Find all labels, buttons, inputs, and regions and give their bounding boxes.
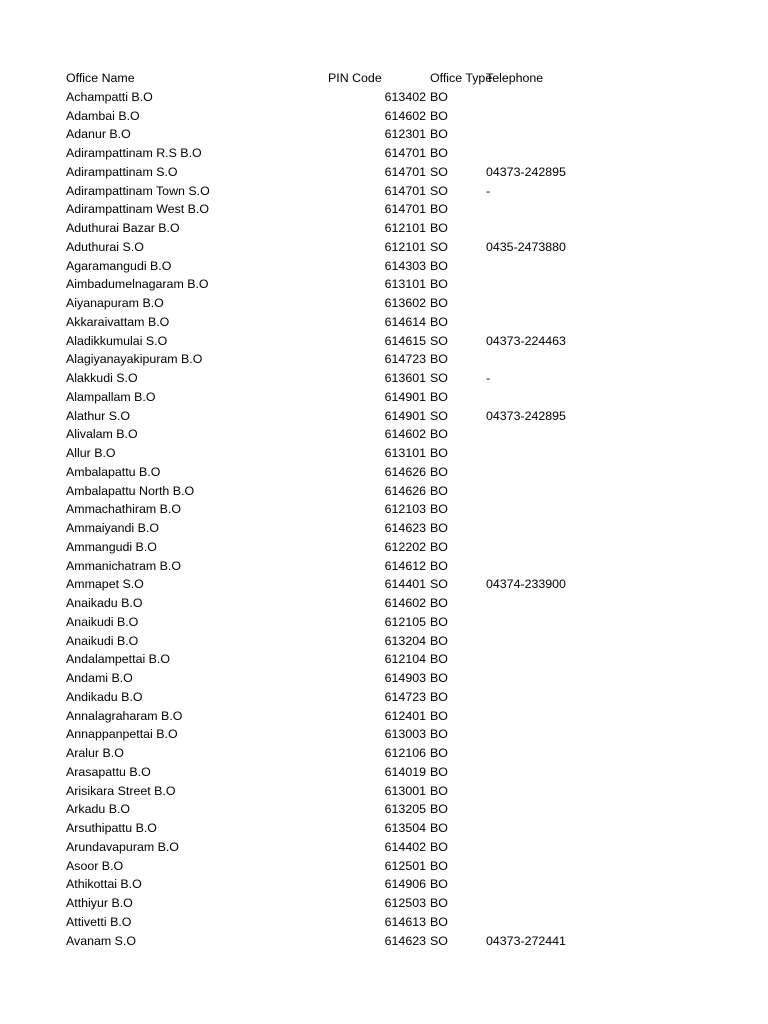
office-name-cell: Akkaraivattam B.O	[66, 314, 170, 329]
table-row	[0, 444, 768, 463]
office-name-cell: Arkadu B.O	[66, 802, 131, 817]
office-type-cell: SO	[430, 933, 448, 948]
office-name-cell: Aralur B.O	[66, 746, 124, 760]
office-type-cell: SO	[430, 333, 448, 348]
table-row	[0, 688, 768, 707]
table-row	[0, 125, 768, 144]
office-name-cell: Arisikara Street B.O	[66, 783, 176, 798]
pin-code-cell: 612301	[384, 127, 426, 142]
office-type-cell: SO	[430, 408, 448, 423]
office-type-cell: BO	[430, 539, 448, 554]
office-name-cell: Anaikudi B.O	[66, 633, 139, 648]
office-type-cell: BO	[430, 389, 448, 404]
office-type-cell: BO	[430, 127, 448, 142]
pin-code-cell: 614626	[384, 464, 426, 479]
pin-code-cell: 613101	[384, 277, 426, 292]
office-name-cell: Aiyanapuram B.O	[66, 296, 164, 310]
office-name-cell: Adirampattinam West B.O	[66, 202, 210, 217]
office-type-cell: BO	[430, 652, 448, 667]
office-name-cell: Anaikudi B.O	[66, 614, 139, 629]
table-row	[0, 538, 768, 557]
pin-code-cell: 614623	[384, 521, 426, 535]
pin-code-cell: 614019	[384, 764, 426, 779]
office-type-cell: BO	[430, 708, 448, 723]
pin-code-cell: 614623	[384, 933, 426, 948]
table-row	[0, 463, 768, 482]
office-type-cell: BO	[430, 614, 448, 629]
office-type-cell: BO	[430, 483, 448, 498]
table-row	[0, 819, 768, 838]
table-row	[0, 594, 768, 613]
pin-code-cell: 613204	[384, 633, 426, 648]
pin-code-cell: 613205	[384, 802, 426, 817]
pin-code-cell: 614401	[384, 577, 426, 592]
office-type-cell: BO	[430, 202, 448, 217]
pin-code-cell: 612503	[384, 896, 426, 910]
table-row	[0, 294, 768, 313]
office-name-cell: Ammachathiram B.O	[66, 502, 181, 517]
table-row	[0, 182, 768, 201]
pin-code-cell: 614615	[384, 333, 426, 348]
table-row	[0, 669, 768, 688]
office-name-cell: Arsuthipattu B.O	[66, 821, 157, 835]
table-row	[0, 650, 768, 669]
office-name-cell: Alampallam B.O	[66, 389, 156, 404]
table-row	[0, 632, 768, 651]
pin-code-cell: 614602	[384, 108, 426, 123]
pin-code-cell: 614602	[384, 596, 426, 610]
office-name-cell: Arundavapuram B.O	[66, 839, 179, 854]
office-name-cell: Aimbadumelnagaram B.O	[66, 277, 209, 292]
office-name-cell: Ammanichatram B.O	[66, 558, 181, 573]
office-name-cell: Avanam S.O	[66, 933, 137, 948]
office-type-cell: BO	[430, 802, 448, 817]
office-name-cell: Annalagraharam B.O	[66, 708, 183, 723]
office-type-cell: BO	[430, 633, 448, 648]
pin-code-cell: 614723	[384, 352, 426, 367]
pin-code-cell: 614626	[384, 483, 426, 498]
table-row	[0, 257, 768, 276]
pin-code-cell: 614903	[384, 671, 426, 685]
pin-code-cell: 613001	[384, 783, 426, 798]
pin-code-cell: 612401	[384, 708, 426, 723]
table-row	[0, 932, 768, 951]
table-row	[0, 875, 768, 894]
office-name-cell: Adirampattinam S.O	[66, 164, 178, 179]
office-name-cell: Adanur B.O	[66, 127, 131, 142]
table-body	[0, 88, 768, 951]
office-type-cell: BO	[430, 521, 448, 535]
office-type-cell: BO	[430, 502, 448, 517]
office-type-cell: BO	[430, 464, 448, 479]
pin-code-cell: 614701	[384, 164, 426, 179]
office-name-cell: Ambalapattu North B.O	[66, 483, 195, 498]
table-row	[0, 219, 768, 238]
office-name-cell: Agaramangudi B.O	[66, 258, 172, 273]
telephone-cell: 0435-2473880	[486, 239, 566, 254]
office-name-cell: Ambalapattu B.O	[66, 464, 161, 479]
pin-code-cell: 614906	[384, 877, 426, 892]
office-name-cell: Ammangudi B.O	[66, 539, 157, 554]
pin-code-cell: 613101	[384, 446, 426, 460]
table-row	[0, 482, 768, 501]
office-type-cell: BO	[430, 427, 448, 442]
office-type-cell: BO	[430, 746, 448, 760]
office-type-cell: BO	[430, 764, 448, 779]
table-row	[0, 388, 768, 407]
table-row	[0, 313, 768, 332]
pin-code-cell: 613504	[384, 821, 426, 835]
pin-code-cell: 612105	[384, 614, 426, 629]
pin-code-cell: 612501	[384, 858, 426, 873]
table-row	[0, 88, 768, 107]
office-name-cell: Alakkudi S.O	[66, 371, 138, 385]
table-row	[0, 913, 768, 932]
office-type-cell: BO	[430, 821, 448, 835]
office-name-cell: Asoor B.O	[66, 858, 124, 873]
telephone-cell: 04374-233900	[486, 577, 566, 592]
telephone-cell: 04373-242895	[486, 164, 566, 179]
office-type-cell: BO	[430, 858, 448, 873]
table-row	[0, 144, 768, 163]
table-row	[0, 613, 768, 632]
office-type-cell: BO	[430, 914, 448, 929]
office-type-cell: SO	[430, 577, 448, 592]
office-type-cell: BO	[430, 839, 448, 854]
office-type-cell: BO	[430, 727, 448, 742]
office-name-cell: Alathur S.O	[66, 408, 131, 423]
pin-code-cell: 612101	[384, 239, 426, 254]
telephone-cell: 04373-224463	[486, 333, 566, 348]
office-name-cell: Anaikadu B.O	[66, 596, 143, 610]
office-type-cell: BO	[430, 146, 448, 160]
office-name-cell: Adambai B.O	[66, 108, 140, 123]
office-type-cell: BO	[430, 258, 448, 273]
table-row	[0, 425, 768, 444]
table-row	[0, 575, 768, 594]
table-row	[0, 275, 768, 294]
telephone-cell: -	[486, 371, 491, 385]
office-type-cell: BO	[430, 296, 448, 310]
office-type-cell: BO	[430, 314, 448, 329]
pin-code-cell: 614701	[384, 202, 426, 217]
table-row	[0, 238, 768, 257]
pin-code-cell: 614701	[384, 183, 426, 198]
office-name-cell: Aduthurai Bazar B.O	[66, 221, 180, 235]
office-name-cell: Andikadu B.O	[66, 689, 143, 704]
pin-code-cell: 613601	[384, 371, 426, 385]
table-row	[0, 107, 768, 126]
office-type-cell: BO	[430, 277, 448, 292]
pin-code-cell: 612104	[384, 652, 426, 667]
pin-code-cell: 614901	[384, 389, 426, 404]
telephone-cell: -	[486, 183, 491, 198]
table-row	[0, 163, 768, 182]
pin-code-cell: 614612	[384, 558, 426, 573]
office-type-cell: BO	[430, 446, 448, 460]
office-type-cell: SO	[430, 371, 448, 385]
pin-code-cell: 614613	[384, 914, 426, 929]
table-row	[0, 800, 768, 819]
office-name-cell: Adirampattinam R.S B.O	[66, 146, 202, 160]
table-row	[0, 857, 768, 876]
pin-code-cell: 614614	[384, 314, 426, 329]
table-row	[0, 200, 768, 219]
table-row	[0, 744, 768, 763]
office-name-cell: Aduthurai S.O	[66, 239, 144, 254]
office-type-cell: BO	[430, 896, 448, 910]
office-type-cell: BO	[430, 689, 448, 704]
office-type-cell: BO	[430, 783, 448, 798]
office-name-cell: Annappanpettai B.O	[66, 727, 178, 742]
header-office-type: Office Type	[430, 71, 493, 85]
header-row	[0, 69, 768, 88]
office-type-cell: BO	[430, 558, 448, 573]
office-name-cell: Ammaiyandi B.O	[66, 521, 159, 535]
office-type-cell: BO	[430, 221, 448, 235]
table-row	[0, 557, 768, 576]
pin-code-cell: 612202	[384, 539, 426, 554]
table-row	[0, 707, 768, 726]
table-row	[0, 725, 768, 744]
office-type-cell: BO	[430, 108, 448, 123]
pin-code-cell: 614723	[384, 689, 426, 704]
pin-code-cell: 612106	[384, 746, 426, 760]
table-row	[0, 838, 768, 857]
pin-code-cell: 613602	[384, 296, 426, 310]
office-type-cell: BO	[430, 877, 448, 892]
office-name-cell: Atthiyur B.O	[66, 896, 133, 910]
table-row	[0, 350, 768, 369]
pin-code-cell: 613003	[384, 727, 426, 742]
office-table	[0, 69, 768, 950]
table-row	[0, 407, 768, 426]
table-row	[0, 369, 768, 388]
telephone-cell: 04373-272441	[486, 933, 566, 948]
office-name-cell: Adirampattinam Town S.O	[66, 183, 210, 198]
office-name-cell: Alivalam B.O	[66, 427, 138, 442]
office-name-cell: Ammapet S.O	[66, 577, 144, 592]
office-type-cell: BO	[430, 352, 448, 367]
office-type-cell: SO	[430, 183, 448, 198]
office-name-cell: Alagiyanayakipuram B.O	[66, 352, 203, 367]
header-pin-code: PIN Code	[328, 71, 382, 85]
office-name-cell: Andalampettai B.O	[66, 652, 171, 667]
pin-code-cell: 614701	[384, 146, 426, 160]
office-type-cell: SO	[430, 164, 448, 179]
office-type-cell: SO	[430, 239, 448, 254]
pin-code-cell: 612101	[384, 221, 426, 235]
pin-code-cell: 614303	[384, 258, 426, 273]
pin-code-cell: 612103	[384, 502, 426, 517]
table-row	[0, 332, 768, 351]
pin-code-cell: 614402	[384, 839, 426, 854]
table-row	[0, 763, 768, 782]
pin-code-cell: 613402	[384, 89, 426, 104]
office-name-cell: Athikottai B.O	[66, 877, 142, 892]
office-type-cell: BO	[430, 89, 448, 104]
office-name-cell: Aladikkumulai S.O	[66, 333, 168, 348]
telephone-cell: 04373-242895	[486, 408, 566, 423]
office-name-cell: Achampatti B.O	[66, 89, 153, 104]
table-row	[0, 894, 768, 913]
office-name-cell: Andami B.O	[66, 671, 133, 685]
office-name-cell: Arasapattu B.O	[66, 764, 151, 779]
table-row	[0, 782, 768, 801]
header-telephone: Telephone	[486, 71, 544, 85]
office-type-cell: BO	[430, 596, 448, 610]
table-row	[0, 500, 768, 519]
pin-code-cell: 614602	[384, 427, 426, 442]
office-type-cell: BO	[430, 671, 448, 685]
header-office-name: Office Name	[66, 71, 135, 85]
office-name-cell: Allur B.O	[66, 446, 116, 460]
pin-code-cell: 614901	[384, 408, 426, 423]
table-row	[0, 519, 768, 538]
office-name-cell: Attivetti B.O	[66, 914, 132, 929]
